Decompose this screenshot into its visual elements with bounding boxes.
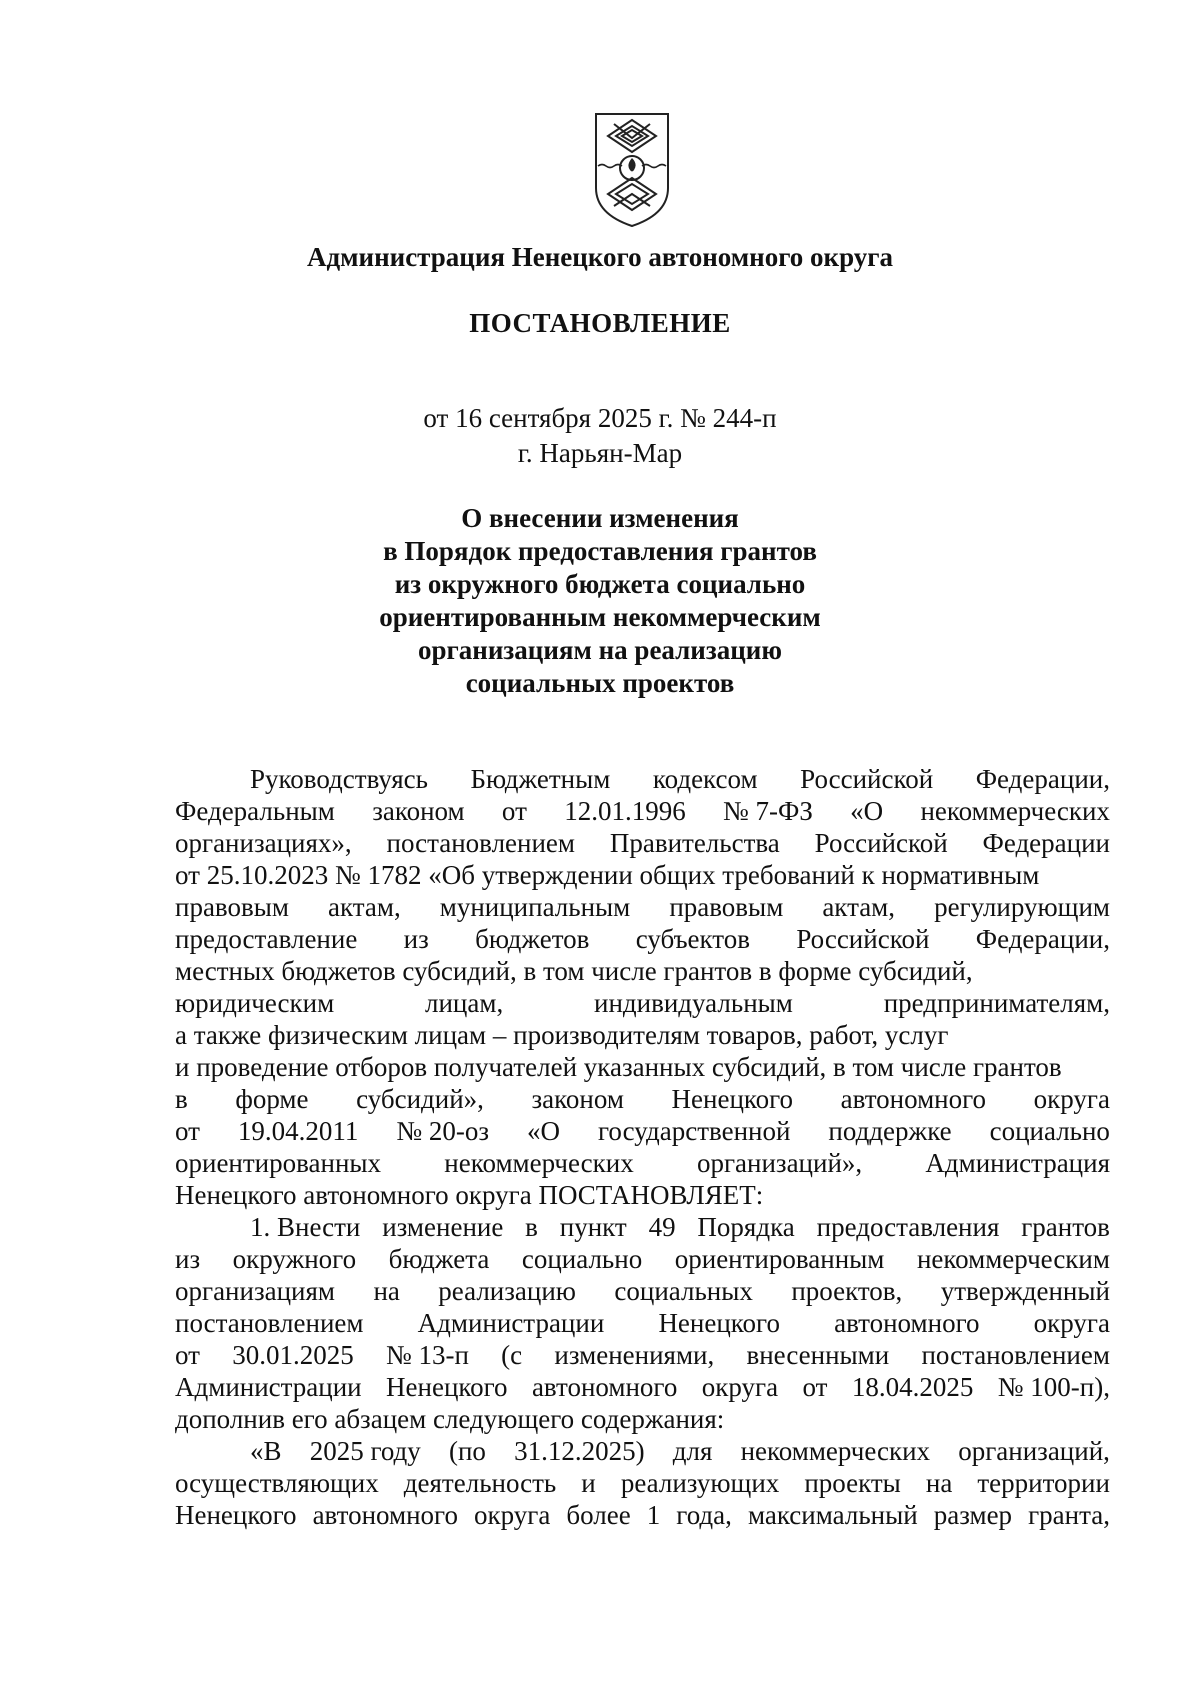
- word: на: [373, 1276, 400, 1306]
- text-line: [175, 1083, 1110, 1115]
- word: «О: [527, 1116, 561, 1146]
- word: Российской: [800, 764, 934, 794]
- word: максимальный: [747, 1500, 918, 1530]
- word: некоммерческих: [740, 1436, 931, 1466]
- subject-line: социальных проектов: [465, 668, 735, 698]
- word: 12.01.1996: [564, 796, 686, 826]
- word: Ненецкого: [175, 1500, 297, 1530]
- word: от: [501, 796, 527, 826]
- word: Федеральным: [175, 796, 335, 826]
- text-line: [175, 987, 1110, 1019]
- word: автономного: [834, 1308, 980, 1338]
- word: 1. Внести: [250, 1212, 361, 1242]
- word: округа: [1033, 1308, 1110, 1338]
- word: 31.12.2025): [514, 1436, 645, 1466]
- word: реализующих: [620, 1468, 780, 1498]
- word: (с: [501, 1340, 523, 1370]
- word: социально: [521, 1244, 643, 1274]
- word: Бюджетным: [470, 764, 611, 794]
- word: бюджета: [388, 1244, 490, 1274]
- text-line: а также физическим лицам – производителям товаров, работ, услуг: [175, 1020, 949, 1050]
- word: округа: [474, 1500, 551, 1530]
- word: реализацию: [438, 1276, 576, 1306]
- word: постановлением: [175, 1308, 364, 1338]
- text-line: [175, 1371, 1110, 1403]
- word: № 20-оз: [396, 1116, 490, 1146]
- word: правовым: [669, 892, 784, 922]
- word: гранта,: [1028, 1500, 1110, 1530]
- word: территории: [977, 1468, 1110, 1498]
- word: № 100-п),: [997, 1372, 1110, 1402]
- word: юридическим: [175, 988, 335, 1018]
- word: Федерации,: [975, 764, 1110, 794]
- text-line: от 25.10.2023 № 1782 «Об утверждении общих требований к нормативным: [175, 860, 1040, 890]
- word: предоставление: [175, 924, 358, 954]
- word: Российской: [796, 924, 930, 954]
- word: автономного: [840, 1084, 987, 1114]
- word: автономного: [531, 1372, 678, 1402]
- word: автономного: [312, 1500, 458, 1530]
- preamble-paragraph: [175, 763, 1110, 1179]
- word: Российской: [814, 828, 948, 858]
- subject-line: ориентированным некоммерческим: [379, 602, 821, 632]
- word: предоставления: [816, 1212, 1000, 1242]
- word: ориентированным: [674, 1244, 885, 1274]
- word: форме: [235, 1084, 309, 1114]
- word: Порядка: [697, 1212, 795, 1242]
- text-line: [175, 1339, 1110, 1371]
- word: размер: [933, 1500, 1013, 1530]
- word: предпринимателям,: [883, 988, 1110, 1018]
- document-body: [175, 763, 1110, 1531]
- word: субъектов: [635, 924, 750, 954]
- word: ориентированных: [175, 1148, 382, 1178]
- word: проектов,: [791, 1276, 903, 1306]
- word: муниципальным: [439, 892, 631, 922]
- word: Ненецкого: [671, 1084, 794, 1114]
- word: Ненецкого: [658, 1308, 780, 1338]
- word: года,: [676, 1500, 732, 1530]
- word: грантов: [1021, 1212, 1110, 1242]
- word: из: [403, 924, 429, 954]
- text-line: [175, 923, 1110, 955]
- text-line: [175, 1435, 1110, 1467]
- word: проекты: [804, 1468, 901, 1498]
- document-date-number: от 16 сентября 2025 г. № 244-п: [423, 403, 777, 433]
- word: и: [581, 1468, 596, 1498]
- word: правовым: [175, 892, 289, 922]
- word: некоммерческих: [920, 796, 1110, 826]
- word: Ненецкого: [386, 1372, 508, 1402]
- text-line: [175, 891, 1110, 923]
- word: в: [525, 1212, 538, 1242]
- word: бюджетов: [475, 924, 590, 954]
- organization-title: Администрация Ненецкого автономного округа: [306, 242, 894, 272]
- word: 30.01.2025: [232, 1340, 354, 1370]
- item-1-paragraph: [175, 1211, 1110, 1403]
- word: законом: [372, 796, 465, 826]
- word: социальных: [614, 1276, 753, 1306]
- word: № 13-п: [385, 1340, 469, 1370]
- word: изменение: [382, 1212, 504, 1242]
- word: постановлением: [386, 828, 576, 858]
- word: для: [672, 1436, 713, 1466]
- word: от: [802, 1372, 828, 1402]
- document-type: ПОСТАНОВЛЕНИЕ: [469, 308, 731, 338]
- text-line: и проведение отборов получателей указанных субсидий, в том числе грантов: [175, 1052, 1062, 1082]
- quoted-paragraph: [175, 1435, 1110, 1531]
- word: государственной: [598, 1116, 791, 1146]
- word: 49: [648, 1212, 676, 1242]
- text-line: [175, 827, 1110, 859]
- word: более: [566, 1500, 631, 1530]
- word: деятельность: [403, 1468, 557, 1498]
- word: организаций»,: [696, 1148, 863, 1178]
- word: от: [175, 1340, 200, 1370]
- text-line: [175, 1147, 1110, 1179]
- text-line: [175, 1499, 1110, 1531]
- word: пункт: [559, 1212, 627, 1242]
- word: Федерации: [982, 828, 1110, 858]
- word: изменениями,: [554, 1340, 715, 1370]
- word: Руководствуясь: [250, 764, 428, 794]
- word: субсидий»,: [356, 1084, 484, 1114]
- word: на: [925, 1468, 953, 1498]
- coat-of-arms-icon: [592, 110, 672, 230]
- word: из: [175, 1244, 201, 1274]
- text-line: [175, 1307, 1110, 1339]
- word: некоммерческим: [916, 1244, 1110, 1274]
- word: осуществляющих: [175, 1468, 379, 1498]
- word: организаций,: [958, 1436, 1110, 1466]
- word: 2025 году: [309, 1436, 421, 1466]
- word: поддержке: [828, 1116, 952, 1146]
- subject-line: из окружного бюджета социально: [394, 569, 806, 599]
- word: актам,: [328, 892, 401, 922]
- text-line: [175, 1115, 1110, 1147]
- word: «В: [250, 1436, 282, 1466]
- word: некоммерческих: [444, 1148, 634, 1178]
- word: (по: [448, 1436, 486, 1466]
- word: 1: [646, 1500, 661, 1530]
- preamble-last-line: Ненецкого автономного округа ПОСТАНОВЛЯЕТ:: [175, 1180, 764, 1210]
- text-line: [175, 1243, 1110, 1275]
- text-line: местных бюджетов субсидий, в том числе грантов в форме субсидий,: [175, 956, 973, 986]
- word: социально: [989, 1116, 1110, 1146]
- word: в: [175, 1084, 188, 1114]
- word: организациях»,: [175, 828, 352, 858]
- word: округа: [1033, 1084, 1110, 1114]
- document-subject: [0, 502, 1200, 700]
- word: Администрации: [417, 1308, 605, 1338]
- word: 19.04.2011: [237, 1116, 359, 1146]
- subject-line: в Порядок предоставления грантов: [383, 536, 817, 566]
- word: № 7-ФЗ: [723, 796, 813, 826]
- word: актам,: [822, 892, 896, 922]
- subject-line: О внесении изменения: [461, 503, 739, 533]
- subject-line: организациям на реализацию: [418, 635, 782, 665]
- word: индивидуальным: [594, 988, 793, 1018]
- word: утвержденный: [940, 1276, 1110, 1306]
- word: Администрация: [925, 1148, 1110, 1178]
- word: «О: [850, 796, 884, 826]
- word: 18.04.2025: [851, 1372, 974, 1402]
- word: постановлением: [921, 1340, 1110, 1370]
- word: внесенными: [746, 1340, 890, 1370]
- word: Администрации: [175, 1372, 362, 1402]
- item-1-last-line: дополнив его абзацем следующего содержания:: [175, 1404, 725, 1434]
- word: округа: [701, 1372, 779, 1402]
- word: лицам,: [425, 988, 504, 1018]
- document-city: г. Нарьян-Мар: [517, 438, 683, 468]
- text-line: [175, 763, 1110, 795]
- word: Правительства: [609, 828, 780, 858]
- text-line: [175, 795, 1110, 827]
- word: регулирующим: [934, 892, 1110, 922]
- text-line: [175, 1211, 1110, 1243]
- word: законом: [531, 1084, 624, 1114]
- text-line: [175, 1467, 1110, 1499]
- word: Федерации,: [975, 924, 1110, 954]
- word: окружного: [232, 1244, 357, 1274]
- word: организациям: [175, 1276, 336, 1306]
- text-line: [175, 1275, 1110, 1307]
- word: от: [175, 1116, 200, 1146]
- word: кодексом: [652, 764, 758, 794]
